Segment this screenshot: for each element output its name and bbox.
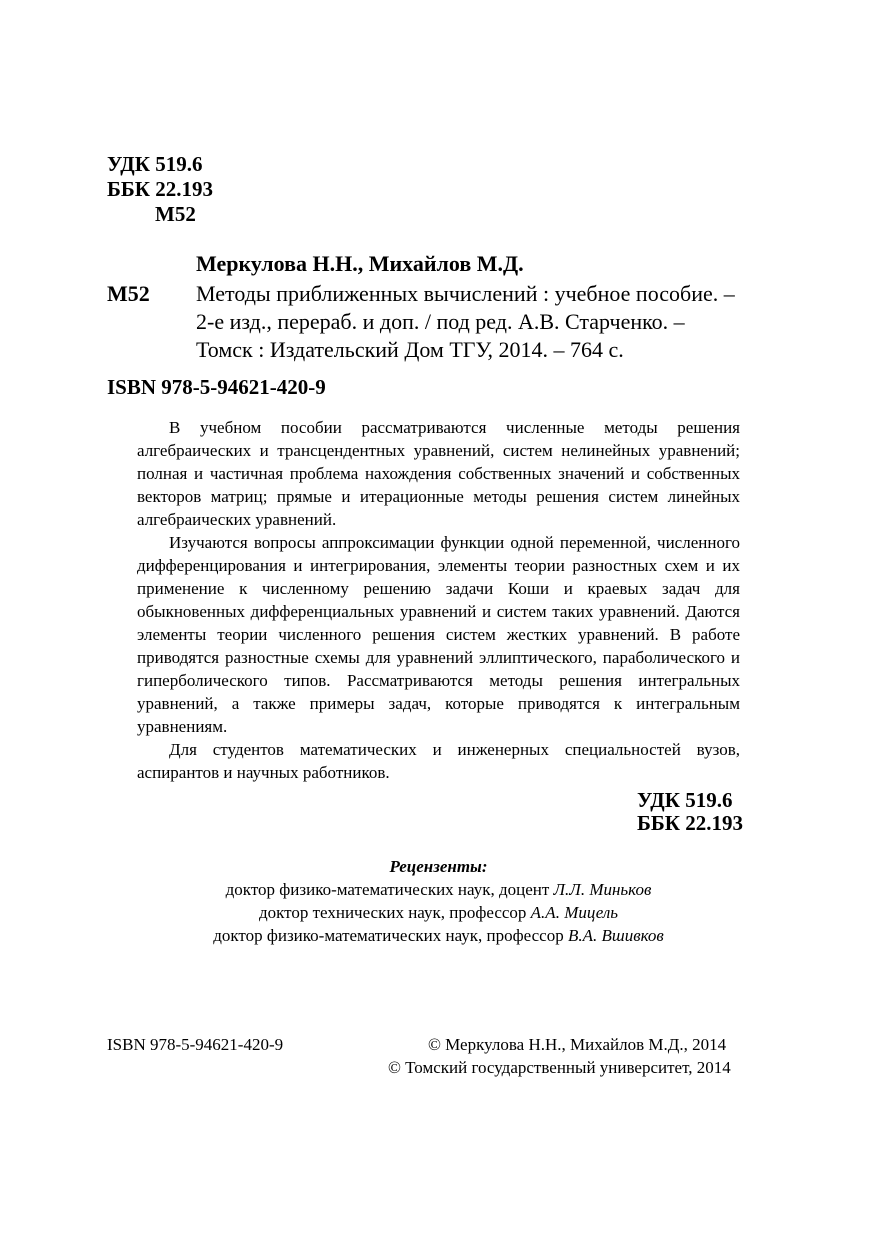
reviewer-name: А.А. Мицель bbox=[530, 903, 619, 922]
reviewer-title: доктор технических наук, профессор bbox=[258, 903, 527, 922]
reviewers-block bbox=[137, 855, 740, 947]
reviewer-title: доктор физико-математических наук, профессор bbox=[213, 926, 564, 945]
reviewer-name: Л.Л. Миньков bbox=[553, 880, 652, 899]
authors-line: Меркулова Н.Н., Михайлов М.Д. bbox=[196, 251, 524, 276]
bbk-code-bottom: ББК 22.193 bbox=[637, 811, 743, 835]
copyright-authors: © Меркулова Н.Н., Михайлов М.Д., 2014 bbox=[428, 1035, 727, 1054]
reviewers-heading: Рецензенты: bbox=[389, 857, 488, 876]
udk-code-bottom: УДК 519.6 bbox=[637, 788, 733, 812]
isbn-main: ISBN 978-5-94621-420-9 bbox=[107, 375, 326, 399]
abstract-paragraph-1: В учебном пособии рассматриваются численные методы решения алгебраических и трансцендентных уравнений, систем нелинейных уравнений; полная и частичная проблема нахождения собственных значений и собственных векторов матриц; прямые и итерационные методы решения систем линейных алгебраических уравнений. bbox=[137, 418, 740, 529]
abstract-paragraph-2: Изучаются вопросы аппроксимации функции одной переменной, численного дифференцирования и интегрирования, элементы теории разностных схем и их применение к численному решению задачи Коши и краевых задач для обыкновенных дифференциальных уравнений и систем таких уравнений. Даются элементы теории численного решения систем жестких уравнений. В работе приводятся разностные схемы для уравнений эллиптического, параболического и гиперболического типов. Рассматриваются методы решения интегральных уравнений, а также примеры задач, которые приводятся к интегральным уравнениям. bbox=[137, 533, 740, 736]
reviewer-item bbox=[137, 878, 740, 901]
reviewer-item bbox=[137, 901, 740, 924]
title-line-3: Томск : Издательский Дом ТГУ, 2014. – 764 с. bbox=[196, 337, 624, 362]
author-sign-top: М52 bbox=[155, 202, 196, 226]
reviewer-name: В.А. Вшивков bbox=[567, 926, 664, 945]
isbn-footer: ISBN 978-5-94621-420-9 bbox=[107, 1035, 284, 1054]
title-line-1: Методы приближенных вычислений : учебное пособие. – bbox=[196, 281, 735, 306]
bbk-code-top: ББК 22.193 bbox=[107, 177, 213, 201]
copyright-university: © Томский государственный университет, 2014 bbox=[388, 1058, 731, 1077]
udk-code-top: УДК 519.6 bbox=[107, 152, 203, 176]
reviewer-title: доктор физико-математических наук, доцент bbox=[225, 880, 550, 899]
abstract bbox=[137, 416, 740, 784]
title-line-2: 2-е изд., перераб. и доп. / под ред. А.В. Старченко. – bbox=[196, 309, 685, 334]
author-sign-entry: М52 bbox=[107, 281, 150, 306]
reviewer-item bbox=[137, 924, 740, 947]
abstract-paragraph-3: Для студентов математических и инженерных специальностей вузов, аспирантов и научных работников. bbox=[137, 740, 740, 782]
